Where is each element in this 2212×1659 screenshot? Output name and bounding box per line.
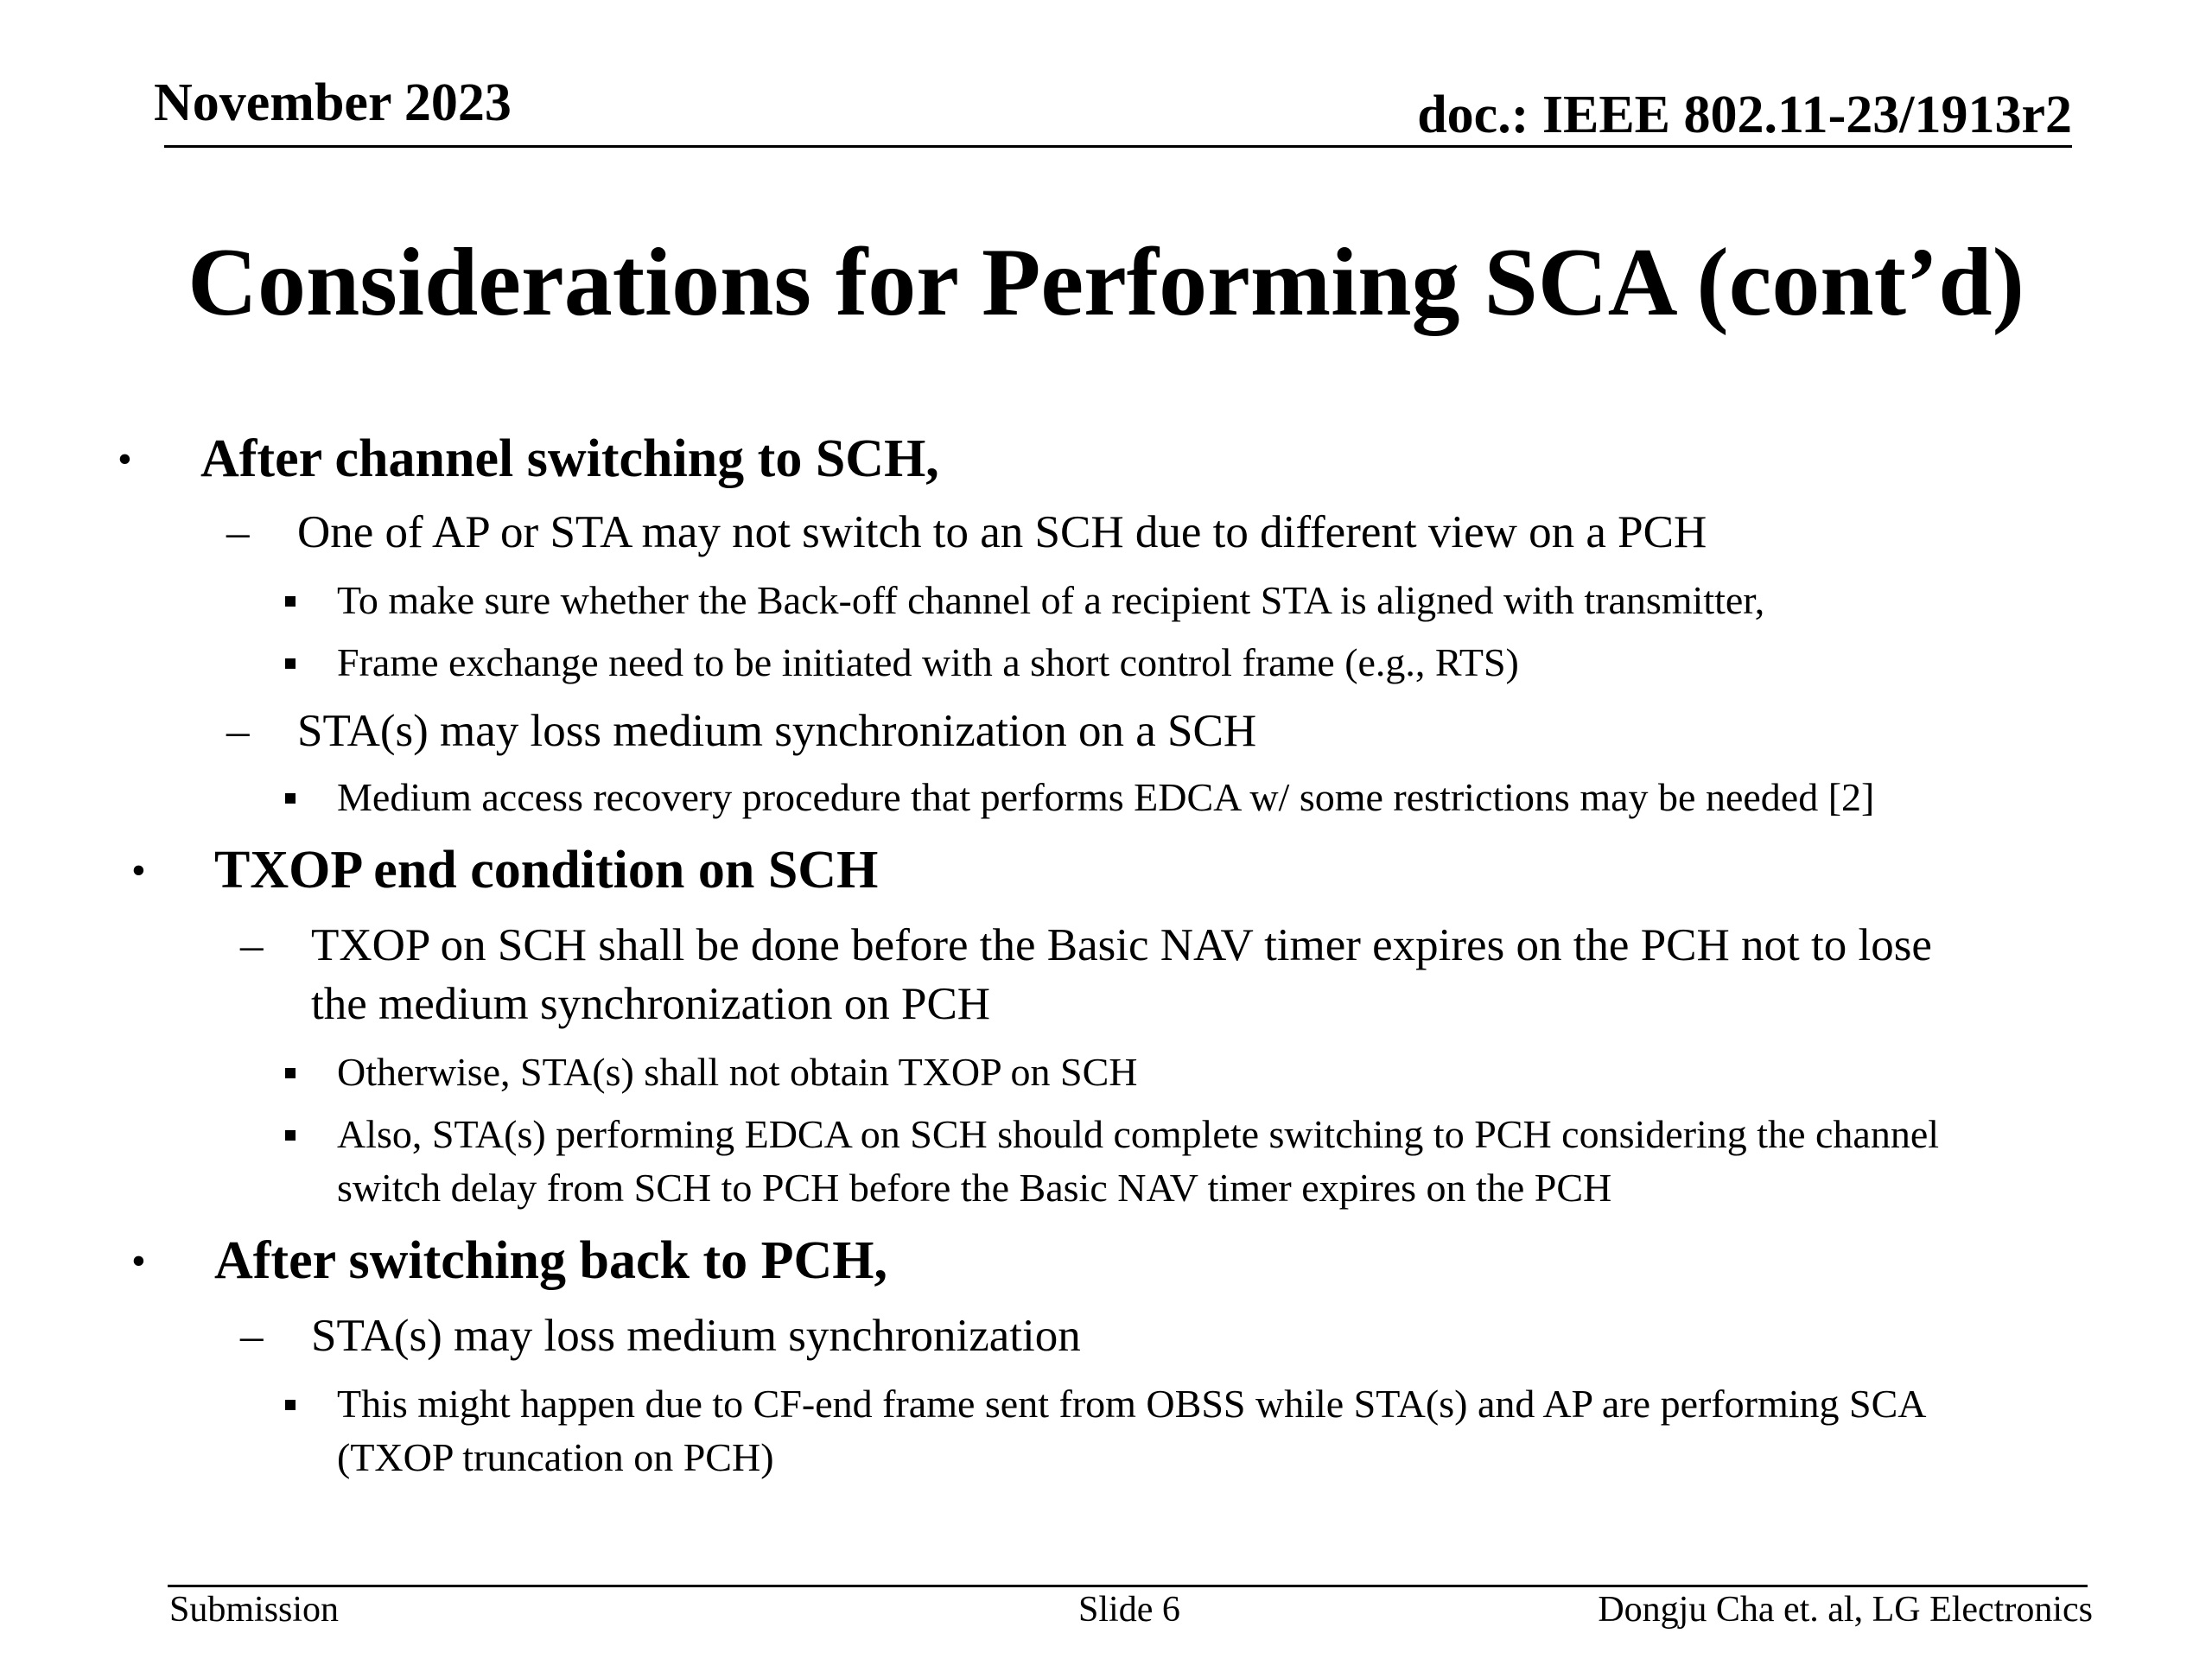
dash-icon: –: [226, 507, 250, 557]
dash-icon: –: [226, 706, 250, 756]
square-bullet-icon: [285, 1068, 296, 1078]
square-bullet-icon: [285, 596, 296, 607]
header-date: November 2023: [154, 73, 512, 132]
bullet-dot-icon: •: [131, 1238, 146, 1284]
bullet-text: After switching back to PCH,: [214, 1231, 887, 1290]
dash-icon: –: [240, 920, 264, 970]
list-item-text: Medium access recovery procedure that performs EDCA w/ some restrictions may be needed [2]: [337, 775, 1875, 819]
dash-icon: –: [240, 1311, 264, 1361]
list-item-text: Also, STA(s) performing EDCA on SCH should complete switching to PCH considering the channel: [337, 1112, 1940, 1156]
list-item-text: This might happen due to CF-end frame sent from OBSS while STA(s) and AP are performing SCA: [337, 1382, 1927, 1426]
square-bullet-icon: [285, 1130, 296, 1141]
footer-submission: Submission: [169, 1590, 340, 1630]
bullet-dot-icon: •: [118, 436, 132, 482]
bullet-dot-icon: •: [131, 848, 146, 893]
square-bullet-icon: [285, 1400, 296, 1410]
list-item-text: switch delay from SCH to PCH before the Basic NAV timer expires on the PCH: [337, 1166, 1612, 1210]
sub-bullet-text: STA(s) may loss medium synchronization: [311, 1311, 1081, 1361]
sub-bullet-text: One of AP or STA may not switch to an SCH due to different view on a PCH: [297, 507, 1707, 557]
bullet-text: TXOP end condition on SCH: [214, 841, 879, 899]
sub-bullet-text: TXOP on SCH shall be done before the Basic NAV timer expires on the PCH not to lose: [311, 920, 1932, 970]
sub-bullet-text: STA(s) may loss medium synchronization on a SCH: [297, 706, 1257, 756]
header-doc-id: doc.: IEEE 802.11-23/1913r2: [1417, 86, 2072, 144]
bullet-text: After channel switching to SCH,: [200, 429, 939, 488]
square-bullet-icon: [285, 793, 296, 804]
sub-bullet-text: the medium synchronization on PCH: [311, 979, 991, 1029]
list-item-text: Otherwise, STA(s) shall not obtain TXOP on SCH: [337, 1050, 1138, 1094]
footer-slide-number: Slide 6: [1078, 1590, 1180, 1630]
list-item-text: To make sure whether the Back-off channel of a recipient STA is aligned with transmitter,: [337, 578, 1765, 622]
square-bullet-icon: [285, 658, 296, 669]
footer-rule: [168, 1585, 2088, 1587]
footer-author: Dongju Cha et. al, LG Electronics: [1598, 1590, 2093, 1630]
slide-title: Considerations for Performing SCA (cont’d): [188, 229, 2024, 336]
list-item-text: Frame exchange need to be initiated with a short control frame (e.g., RTS): [337, 640, 1519, 684]
list-item-text: (TXOP truncation on PCH): [337, 1435, 774, 1479]
